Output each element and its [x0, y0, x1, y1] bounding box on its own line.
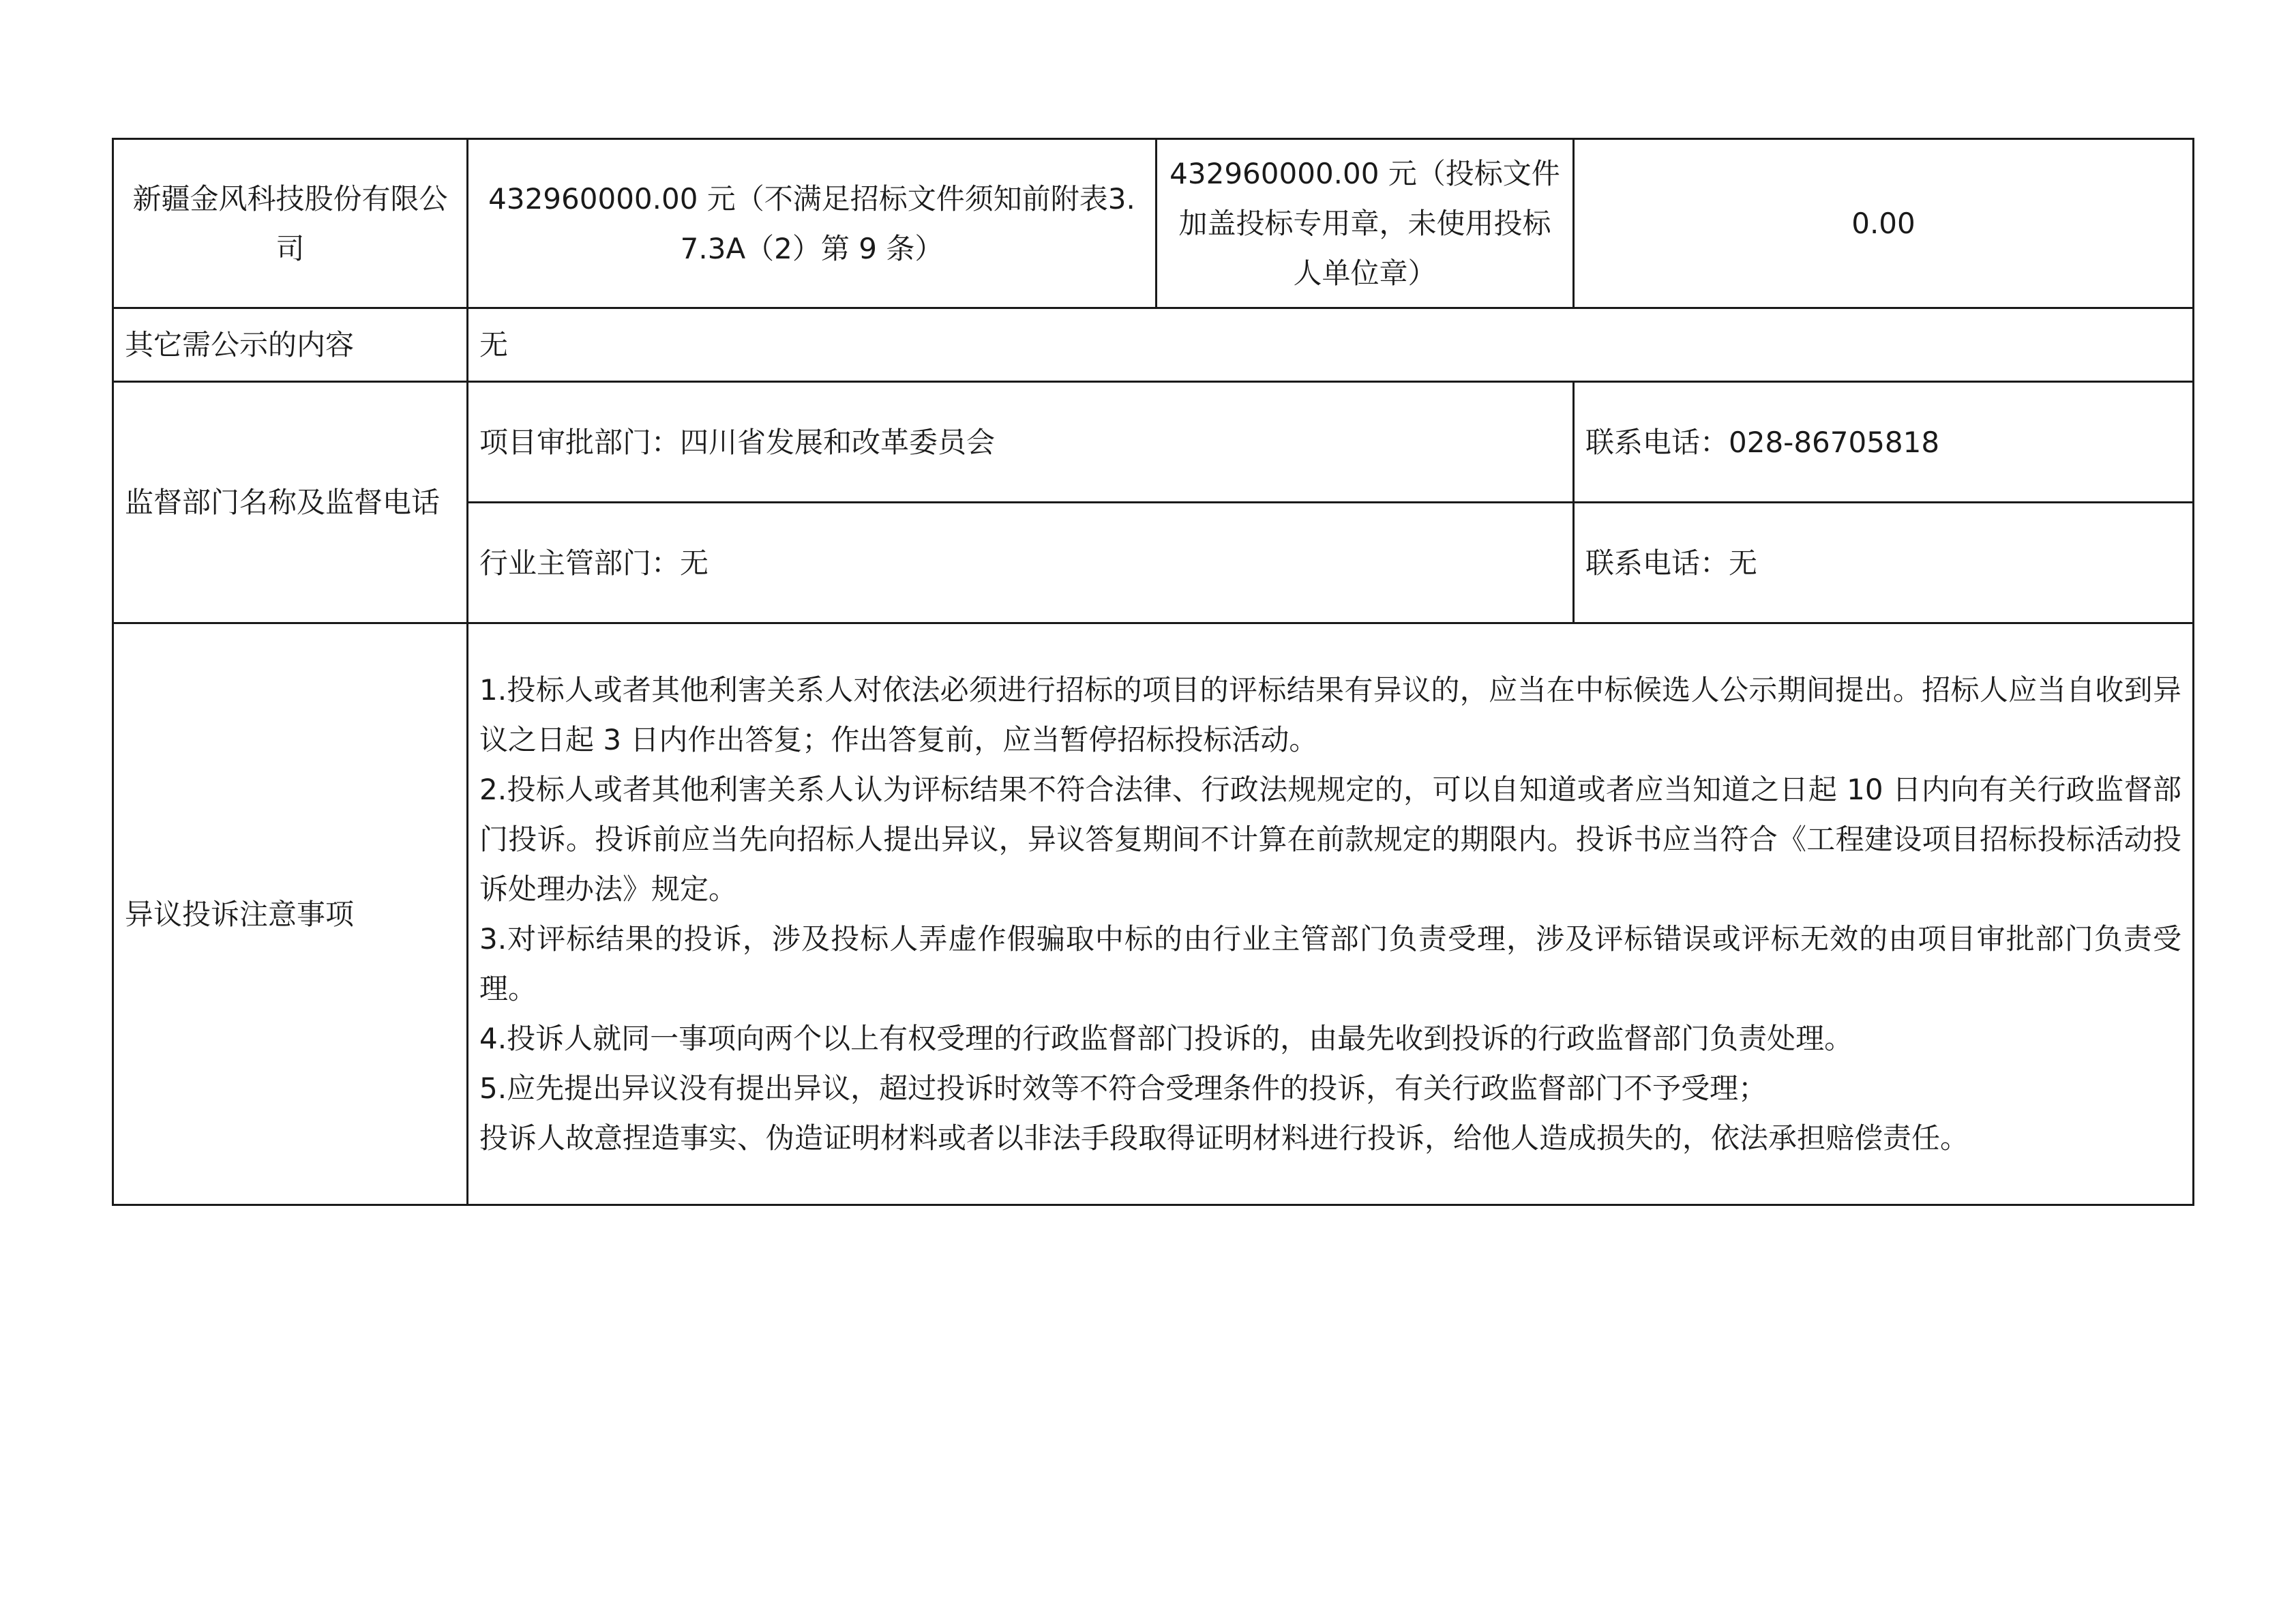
industry-dept-cell	[468, 503, 1574, 623]
approval-phone: 联系电话：028-86705818	[1585, 425, 1940, 459]
announcement-table	[112, 138, 2194, 1206]
industry-phone: 联系电话：无	[1585, 546, 1758, 580]
bid-note-cell	[1157, 139, 1574, 308]
complaint-notice-body-cell	[468, 623, 2194, 1205]
other-content-row	[113, 308, 2194, 382]
supervision-label-cell	[113, 382, 468, 623]
bid-score-cell	[1574, 139, 2194, 308]
complaint-notice-label-cell	[113, 623, 468, 1205]
other-content-label: 其它需公示的内容	[125, 328, 355, 361]
notice-item-2: 2.投标人或者其他利害关系人认为评标结果不符合法律、行政法规规定的，可以自知道或者应当知道之日起 10 日内向有关行政监督部门投诉。投诉前应当先向招标人提出异议，异议答复期间不计算在前款规定的期限内。投诉书应当符合《工程建设项目招标投标活动投诉处理办法》规定。	[479, 773, 2181, 906]
approval-dept: 项目审批部门：四川省发展和改革委员会	[479, 425, 996, 459]
notice-item-3: 3.对评标结果的投诉，涉及投标人弄虚作假骗取中标的由行业主管部门负责受理，涉及评标错误或评标无效的由项目审批部门负责受理。	[479, 922, 2181, 1005]
bid-price: 432960000.00 元（不满足招标文件须知前附表3.7.3A（2）第 9 条）	[488, 181, 1135, 265]
notice-item-1: 1.投标人或者其他利害关系人对依法必须进行招标的项目的评标结果有异议的，应当在中标候选人公示期间提出。招标人应当自收到异议之日起 3 日内作出答复；作出答复前，应当暂停招标投标活动。	[479, 673, 2181, 756]
supervision-label: 监督部门名称及监督电话	[125, 486, 441, 519]
approval-phone-cell	[1574, 382, 2194, 503]
other-content-label-cell	[113, 308, 468, 382]
bid-price-cell	[468, 139, 1157, 308]
other-content-value-cell	[468, 308, 2194, 382]
bidder-row	[113, 139, 2194, 308]
industry-dept: 行业主管部门：无	[479, 546, 709, 580]
bidder-company-cell	[113, 139, 468, 308]
bid-score: 0.00	[1851, 207, 1915, 240]
bid-note: 432960000.00 元（投标文件加盖投标专用章，未使用投标人单位章）	[1169, 157, 1560, 290]
notice-item-5: 5.应先提出异议没有提出异议，超过投诉时效等不符合受理条件的投诉，有关行政监督部门不予受理；	[479, 1072, 1768, 1105]
other-content-value: 无	[479, 328, 509, 361]
supervision-row-approval	[113, 382, 2194, 503]
complaint-notice-label: 异议投诉注意事项	[125, 897, 355, 931]
industry-phone-cell	[1574, 503, 2194, 623]
notice-item-4: 4.投诉人就同一事项向两个以上有权受理的行政监督部门投诉的，由最先收到投诉的行政监督部门负责处理。	[479, 1022, 1853, 1055]
complaint-notice-row	[113, 623, 2194, 1205]
bidder-company: 新疆金风科技股份有限公司	[132, 181, 448, 265]
notice-item-6: 投诉人故意捏造事实、伪造证明材料或者以非法手段取得证明材料进行投诉，给他人造成损失的，依法承担赔偿责任。	[479, 1121, 1969, 1155]
approval-dept-cell	[468, 382, 1574, 503]
